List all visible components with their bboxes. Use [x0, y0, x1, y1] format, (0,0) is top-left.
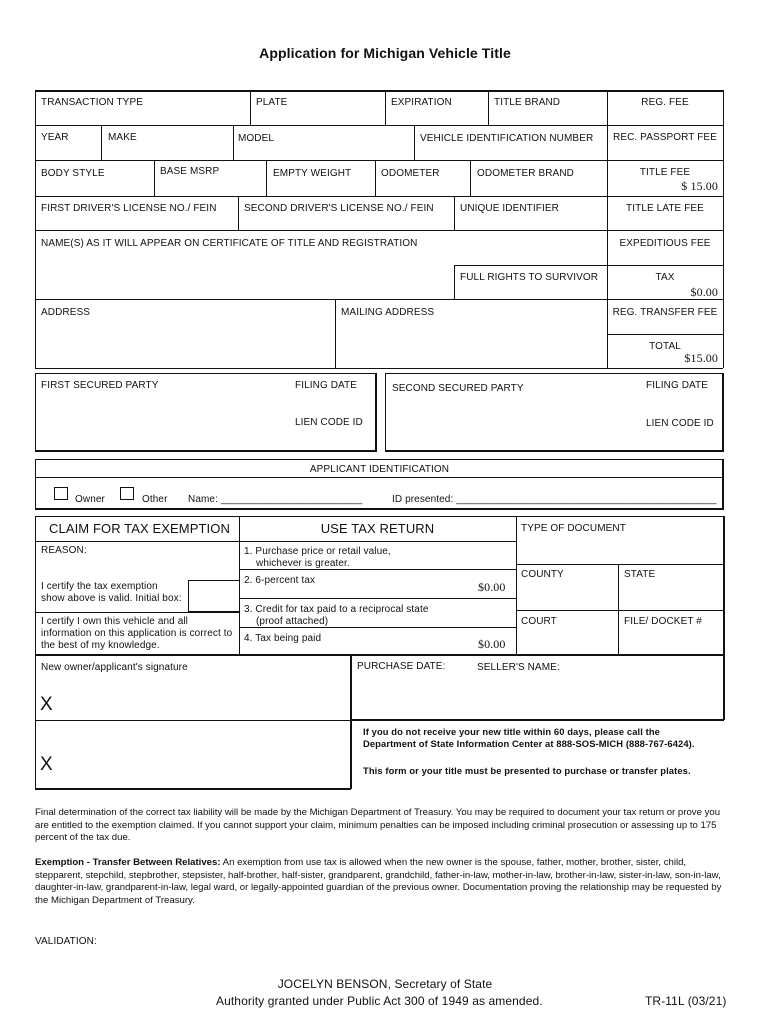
tax-exemption-heading: CLAIM FOR TAX EXEMPTION [49, 521, 230, 536]
second-secured-label: SECOND SECURED PARTY [392, 383, 524, 394]
notice-line-3: This form or your title must be presented to purchase or transfer plates. [363, 765, 691, 776]
notice-line-2: Department of State Information Center at 888-SOS-MICH (888-767-6424). [363, 738, 695, 749]
certify-owner-line3: the best of my knowledge. [41, 640, 160, 651]
type-of-document-field[interactable]: TYPE OF DOCUMENT [521, 523, 626, 534]
lien-code-2[interactable]: LIEN CODE ID [646, 418, 714, 429]
certify-owner-line1: I certify I own this vehicle and all [41, 616, 188, 627]
six-percent-tax-value[interactable]: $0.00 [478, 580, 506, 594]
title-late-fee-field[interactable]: TITLE LATE FEE [626, 203, 704, 214]
expiration-field[interactable]: EXPIRATION [391, 97, 452, 108]
signature-line-1[interactable]: X [40, 694, 53, 715]
tax-label: TAX [655, 272, 675, 283]
total-value[interactable]: $15.00 [684, 351, 718, 365]
year-field[interactable]: YEAR [41, 132, 69, 143]
tax-liability-paragraph: Final determination of the correct tax liability will be made by the Michigan Department of Treasury. You may be required to document your tax return or prove you are entitled to the exemption claimed. If you cannot support your claim, minimum penalties can be imposed including criminal prosecution or assessing up to 175 percent of the tax due. [35, 807, 721, 843]
initial-box[interactable] [188, 580, 240, 612]
transaction-type-field[interactable]: TRANSACTION TYPE [41, 97, 143, 108]
relatives-exemption-heading: Exemption - Transfer Between Relatives: [35, 857, 221, 868]
relatives-exemption-text: An exemption from use tax is allowed when the new owner is the spouse, father, mother, brother, sister, child, stepparent, stepchild, stepbrother, stepsister, half-brother, half-sister, grandparent, grandchild, father-in-law, mother-in-law, brother-in-law, sister-in-law, son-in-law, daughter-in-law, grandparent-in-law, legal ward, or legally-appointed guardian of the previous owner. Documentation proving the relationship may be requested by the Michigan Department of Treasury. [35, 857, 722, 906]
validation-label: VALIDATION: [35, 936, 97, 947]
use-tax-line3b: (proof attached) [256, 616, 329, 627]
rec-passport-fee-field[interactable]: REC. PASSPORT FEE [613, 132, 717, 143]
empty-weight-field[interactable]: EMPTY WEIGHT [273, 168, 352, 179]
owner-label: Owner [75, 494, 105, 505]
title-fee-label: TITLE FEE [639, 167, 691, 178]
notice-line-1: If you do not receive your new title within 60 days, please call the [363, 726, 660, 737]
reason-field[interactable]: REASON: [41, 545, 87, 556]
unique-id-field[interactable]: UNIQUE IDENTIFIER [460, 203, 559, 214]
odometer-brand-field[interactable]: ODOMETER BRAND [477, 168, 574, 179]
form-title: Application for Michigan Vehicle Title [259, 45, 511, 61]
applicant-name-field[interactable]: Name: _________________________ [188, 494, 363, 505]
county-field[interactable]: COUNTY [521, 569, 564, 580]
purchase-date-field[interactable]: PURCHASE DATE: [357, 661, 446, 672]
plate-field[interactable]: PLATE [256, 97, 288, 108]
make-field[interactable]: MAKE [108, 132, 137, 143]
tax-being-paid-value[interactable]: $0.00 [478, 637, 506, 651]
first-dl-field[interactable]: FIRST DRIVER'S LICENSE NO./ FEIN [41, 203, 217, 214]
address-field[interactable]: ADDRESS [41, 307, 91, 318]
signature-line-2[interactable]: X [40, 754, 53, 775]
body-style-field[interactable]: BODY STYLE [41, 168, 105, 179]
use-tax-line4: 4. Tax being paid [244, 633, 322, 644]
sellers-name-field[interactable]: SELLER'S NAME: [477, 662, 560, 673]
model-field[interactable]: MODEL [238, 133, 275, 144]
form-number: TR-11L (03/21) [645, 994, 727, 1008]
use-tax-line3[interactable]: 3. Credit for tax paid to a reciprocal state [244, 604, 429, 615]
authority-line: Authority granted under Public Act 300 of 1949 as amended. [216, 994, 543, 1008]
other-checkbox[interactable] [120, 487, 134, 500]
id-presented-field[interactable]: ID presented: ______________________________________________ [392, 494, 717, 505]
court-field[interactable]: COURT [521, 616, 557, 627]
use-tax-heading: USE TAX RETURN [320, 521, 435, 536]
use-tax-line1[interactable]: 1. Purchase price or retail value, [244, 546, 391, 557]
vin-field[interactable]: VEHICLE IDENTIFICATION NUMBER [420, 133, 594, 144]
docket-field[interactable]: FILE/ DOCKET # [624, 616, 702, 627]
lien-code-1[interactable]: LIEN CODE ID [295, 417, 363, 428]
secretary-of-state: JOCELYN BENSON, Secretary of State [277, 977, 493, 991]
tax-value[interactable]: $0.00 [690, 285, 718, 299]
certify-exemption-line1: I certify the tax exemption [41, 581, 158, 592]
reg-transfer-fee-field[interactable]: REG. TRANSFER FEE [612, 307, 718, 318]
owner-checkbox[interactable] [54, 487, 68, 500]
relatives-exemption-paragraph [35, 857, 725, 907]
full-rights-field[interactable]: FULL RIGHTS TO SURVIVOR [460, 272, 599, 283]
applicant-heading: APPLICANT IDENTIFICATION [309, 464, 450, 475]
title-brand-field[interactable]: TITLE BRAND [494, 97, 561, 108]
expeditious-fee-field[interactable]: EXPEDITIOUS FEE [619, 238, 711, 249]
certify-exemption-line2: show above is valid. Initial box: [41, 593, 182, 604]
first-secured-label: FIRST SECURED PARTY [41, 380, 159, 391]
other-label: Other [142, 494, 168, 505]
mailing-address-field[interactable]: MAILING ADDRESS [341, 307, 435, 318]
odometer-field[interactable]: ODOMETER [381, 168, 440, 179]
base-msrp-field[interactable]: BASE MSRP [160, 166, 220, 177]
second-dl-field[interactable]: SECOND DRIVER'S LICENSE NO./ FEIN [244, 203, 434, 214]
certify-owner-line2: information on this application is correct to [41, 628, 233, 639]
filing-date-2[interactable]: FILING DATE [646, 380, 709, 391]
state-field[interactable]: STATE [624, 569, 656, 580]
filing-date-1[interactable]: FILING DATE [295, 380, 358, 391]
reg-fee-field[interactable]: REG. FEE [641, 97, 689, 108]
title-fee-value[interactable]: $ 15.00 [681, 179, 718, 193]
use-tax-line2: 2. 6-percent tax [244, 575, 316, 586]
signature-label: New owner/applicant's signature [41, 662, 188, 673]
use-tax-line1b: whichever is greater. [256, 558, 350, 569]
owner-names-field[interactable]: NAME(S) AS IT WILL APPEAR ON CERTIFICATE OF TITLE AND REGISTRATION [41, 238, 418, 249]
total-label: TOTAL [649, 341, 681, 352]
